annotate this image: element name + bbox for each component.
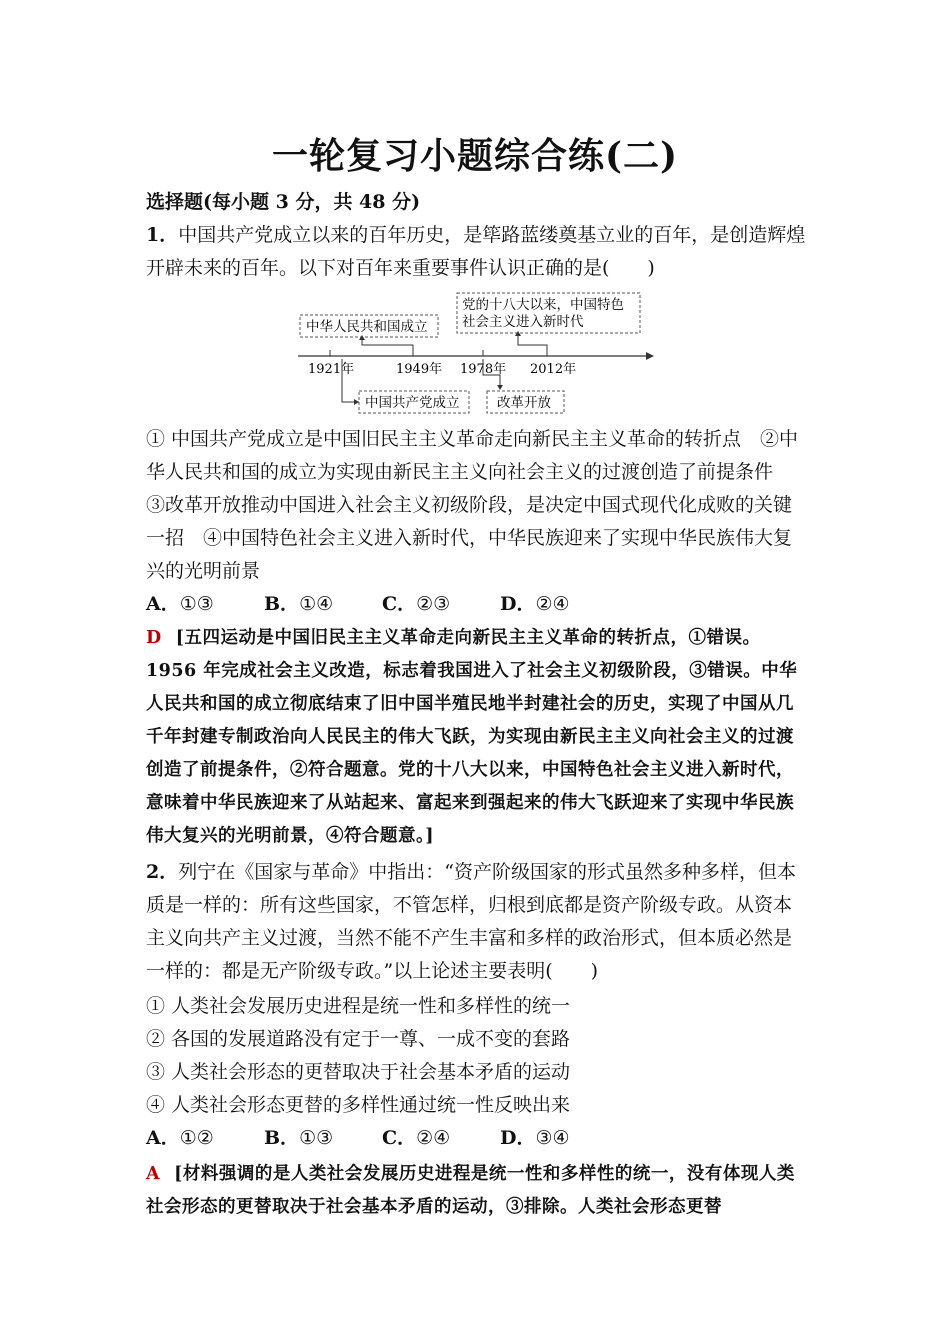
event-new-era-line1: 党的十八大以来，中国特色 — [462, 297, 624, 313]
answer-key: D — [146, 628, 162, 648]
question-number: 2． — [146, 861, 179, 883]
year-1921: 1921年 — [308, 362, 355, 377]
event-prc: 中华人民共和国成立 — [306, 319, 428, 335]
option-d[interactable]: D．②④ — [500, 593, 570, 615]
answer-explanation: [五四运动是中国旧民主主义革命走向新民主主义革命的转折点，①错误。1956 年完成社会主义改造，标志着我国进入了社会主义初级阶段，③错误。中华人民共和国的成立彻底结束了旧中国半殖民地半封建社会的历史，实现了中国从几千年封建专制政治向人民民主的伟大飞跃，为实现由新民主主义向社会主义的过渡创造了前提条件，②符合题意。党的十八大以来，中国特色社会主义进入新时代，意味着中华民族迎来了从站起来、富起来到强起来的伟大飞跃迎来了实现中华民族伟大复兴的光明前景，④符合题意。] — [146, 628, 798, 846]
option-c[interactable]: C．②④ — [382, 1127, 451, 1149]
option-d[interactable]: D．③④ — [500, 1127, 570, 1149]
timeline-diagram — [290, 289, 660, 417]
question-2-statement-3: ③ 人类社会形态的更替取决于社会基本矛盾的运动 — [146, 1061, 571, 1083]
question-text: 中国共产党成立以来的百年历史，是筚路蓝缕奠基立业的百年，是创造辉煌开辟未来的百年。以下对百年来重要事件认识正确的是( ) — [146, 224, 806, 279]
question-1-options — [146, 588, 810, 621]
question-2-statement-1: ① 人类社会发展历史进程是统一性和多样性的统一 — [146, 995, 571, 1017]
question-1-statements: ① 中国共产党成立是中国旧民主主义革命走向新民主主义革命的转折点 ②中华人民共和国的成立为实现由新民主主义向社会主义的过渡创造了前提条件 ③改革开放推动中国进入社会主义初级阶段，是决定中国式现代化成败的关键一招 ④中国特色社会主义进入新时代，中华民族迎来了实现中华民族伟大复兴的光明前景 — [146, 428, 799, 582]
year-1949: 1949年 — [396, 362, 443, 377]
year-1978: 1978年 — [460, 362, 507, 377]
option-b[interactable]: B．①④ — [264, 593, 334, 615]
question-2-answer — [146, 1158, 810, 1224]
timeline-arrow — [646, 352, 654, 360]
question-2-statement-2: ② 各国的发展道路没有定于一尊、一成不变的套路 — [146, 1028, 571, 1050]
question-2-stem — [146, 856, 810, 988]
event-reform: 改革开放 — [497, 395, 551, 411]
question-text: 列宁在《国家与革命》中指出：“资产阶级国家的形式虽然多种多样，但本质是一样的：所有这些国家，不管怎样，归根到底都是资产阶级专政。从资本主义向共产主义过渡，当然不能不产生丰富和多样的政治形式，但本质必然是一样的：都是无产阶级专政。”以上论述主要表明( ) — [146, 861, 796, 982]
option-c[interactable]: C．②③ — [382, 593, 451, 615]
option-a[interactable]: A．①③ — [146, 593, 214, 615]
section-heading: 选择题(每小题 3 分，共 48 分) — [146, 191, 421, 213]
answer-explanation: [材料强调的是人类社会发展历史进程是统一性和多样性的统一，没有体现人类社会形态的更替取决于社会基本矛盾的运动，③排除。人类社会形态更替 — [146, 1164, 795, 1217]
question-1-answer — [146, 622, 810, 853]
question-1-stem — [146, 219, 810, 285]
connector-1949 — [362, 337, 413, 351]
event-cpc: 中国共产党成立 — [365, 395, 460, 411]
question-2-statement-4: ④ 人类社会形态更替的多样性通过统一性反映出来 — [146, 1094, 571, 1116]
option-b[interactable]: B．①③ — [264, 1127, 334, 1149]
option-a[interactable]: A．①② — [146, 1127, 214, 1149]
connector-2012 — [518, 333, 547, 351]
question-2-options — [146, 1122, 810, 1155]
year-2012: 2012年 — [530, 362, 577, 377]
page-title: 一轮复习小题综合练(二) — [271, 135, 679, 177]
answer-key: A — [146, 1164, 161, 1184]
event-new-era-line2: 社会主义进入新时代 — [462, 314, 584, 330]
question-number: 1． — [146, 224, 179, 246]
